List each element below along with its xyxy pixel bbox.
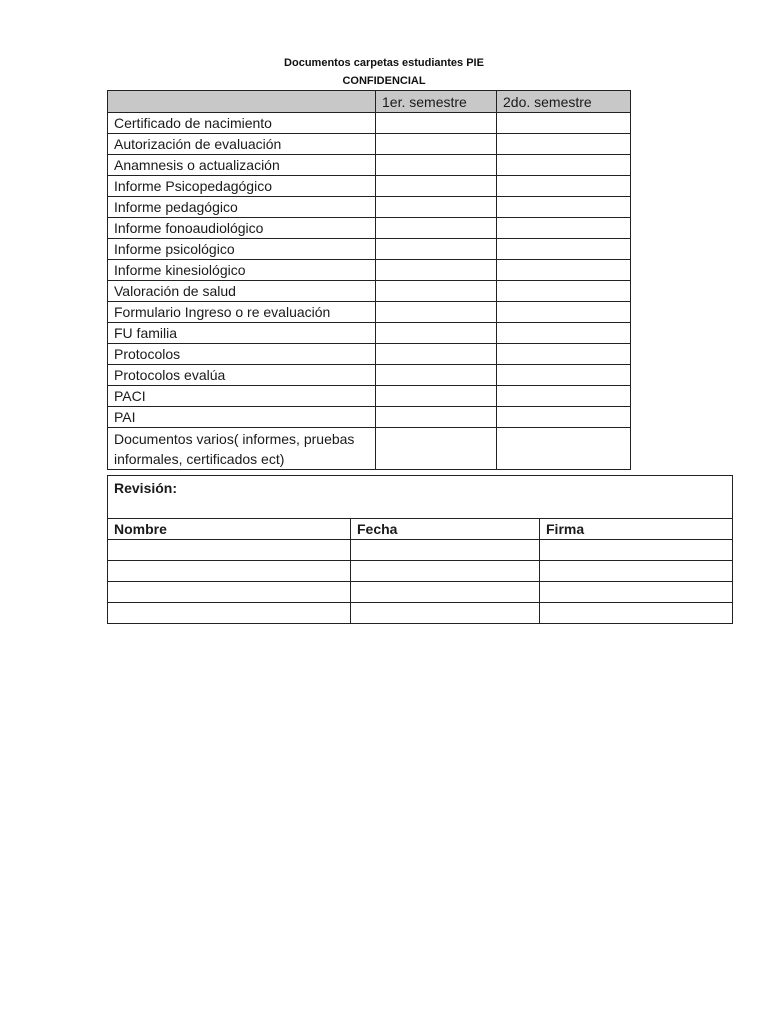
second-semester-cell[interactable]: [497, 407, 631, 428]
document-title: Documentos carpetas estudiantes PIE: [284, 57, 484, 69]
header-nombre: Nombre: [108, 519, 351, 540]
review-label-row: [108, 476, 733, 519]
second-semester-cell[interactable]: [497, 239, 631, 260]
nombre-cell[interactable]: [108, 603, 351, 624]
document-label: Protocolos evalúa: [108, 365, 376, 386]
checklist-row: [108, 365, 631, 386]
first-semester-cell[interactable]: [376, 386, 497, 407]
first-semester-cell[interactable]: [376, 260, 497, 281]
first-semester-cell[interactable]: [376, 344, 497, 365]
document-label: Protocolos: [108, 344, 376, 365]
document-label: PAI: [108, 407, 376, 428]
document-label: FU familia: [108, 323, 376, 344]
first-semester-cell[interactable]: [376, 113, 497, 134]
first-semester-cell[interactable]: [376, 218, 497, 239]
review-row: [108, 582, 733, 603]
second-semester-cell[interactable]: [497, 260, 631, 281]
checklist-row: [108, 218, 631, 239]
checklist-row: [108, 155, 631, 176]
document-label: Informe fonoaudiológico: [108, 218, 376, 239]
checklist-row: [108, 344, 631, 365]
document-label: Valoración de salud: [108, 281, 376, 302]
first-semester-cell[interactable]: [376, 155, 497, 176]
second-semester-cell[interactable]: [497, 218, 631, 239]
firma-cell[interactable]: [540, 540, 733, 561]
fecha-cell[interactable]: [351, 561, 540, 582]
checklist-row: [108, 134, 631, 155]
review-label[interactable]: Revisión:: [108, 476, 733, 519]
checklist-row: [108, 197, 631, 218]
first-semester-cell[interactable]: [376, 302, 497, 323]
first-semester-cell[interactable]: [376, 239, 497, 260]
fecha-cell[interactable]: [351, 540, 540, 561]
document-label: Anamnesis o actualización: [108, 155, 376, 176]
first-semester-cell[interactable]: [376, 323, 497, 344]
second-semester-cell[interactable]: [497, 281, 631, 302]
review-table: [107, 475, 733, 624]
document-label: PACI: [108, 386, 376, 407]
header-document-cell: [108, 91, 376, 113]
nombre-cell[interactable]: [108, 561, 351, 582]
document-label: Informe Psicopedagógico: [108, 176, 376, 197]
firma-cell[interactable]: [540, 561, 733, 582]
checklist-row: [108, 239, 631, 260]
checklist-header-row: [108, 91, 631, 113]
first-semester-cell[interactable]: [376, 176, 497, 197]
header-fecha: Fecha: [351, 519, 540, 540]
review-row: [108, 540, 733, 561]
second-semester-cell[interactable]: [497, 176, 631, 197]
first-semester-cell[interactable]: [376, 407, 497, 428]
second-semester-cell[interactable]: [497, 197, 631, 218]
second-semester-cell[interactable]: [497, 428, 631, 470]
header-firma: Firma: [540, 519, 733, 540]
second-semester-cell[interactable]: [497, 323, 631, 344]
fecha-cell[interactable]: [351, 582, 540, 603]
second-semester-cell[interactable]: [497, 155, 631, 176]
first-semester-cell[interactable]: [376, 428, 497, 470]
review-row: [108, 561, 733, 582]
checklist-row: [108, 428, 631, 470]
firma-cell[interactable]: [540, 582, 733, 603]
fecha-cell[interactable]: [351, 603, 540, 624]
checklist-row: [108, 407, 631, 428]
checklist-row: [108, 176, 631, 197]
checklist-row: [108, 281, 631, 302]
second-semester-cell[interactable]: [497, 365, 631, 386]
second-semester-cell[interactable]: [497, 113, 631, 134]
document-label: Autorización de evaluación: [108, 134, 376, 155]
confidential-label: CONFIDENCIAL: [342, 75, 426, 87]
checklist-row: [108, 323, 631, 344]
document-label: Certificado de nacimiento: [108, 113, 376, 134]
first-semester-cell[interactable]: [376, 197, 497, 218]
first-semester-cell[interactable]: [376, 134, 497, 155]
document-label: Informe kinesiológico: [108, 260, 376, 281]
checklist-row: [108, 113, 631, 134]
second-semester-cell[interactable]: [497, 134, 631, 155]
second-semester-cell[interactable]: [497, 302, 631, 323]
checklist-row: [108, 302, 631, 323]
firma-cell[interactable]: [540, 603, 733, 624]
document-label: Formulario Ingreso o re evaluación: [108, 302, 376, 323]
document-label: Documentos varios( informes, pruebas informales, certificados ect): [108, 428, 376, 470]
second-semester-cell[interactable]: [497, 344, 631, 365]
review-row: [108, 603, 733, 624]
checklist-row: [108, 260, 631, 281]
review-header-row: [108, 519, 733, 540]
first-semester-cell[interactable]: [376, 281, 497, 302]
document-label: Informe psicológico: [108, 239, 376, 260]
header-second-semester: 2do. semestre: [497, 91, 631, 113]
document-label: Informe pedagógico: [108, 197, 376, 218]
documents-checklist-table: [107, 90, 631, 470]
first-semester-cell[interactable]: [376, 365, 497, 386]
checklist-row: [108, 386, 631, 407]
nombre-cell[interactable]: [108, 540, 351, 561]
nombre-cell[interactable]: [108, 582, 351, 603]
second-semester-cell[interactable]: [497, 386, 631, 407]
header-first-semester: 1er. semestre: [376, 91, 497, 113]
